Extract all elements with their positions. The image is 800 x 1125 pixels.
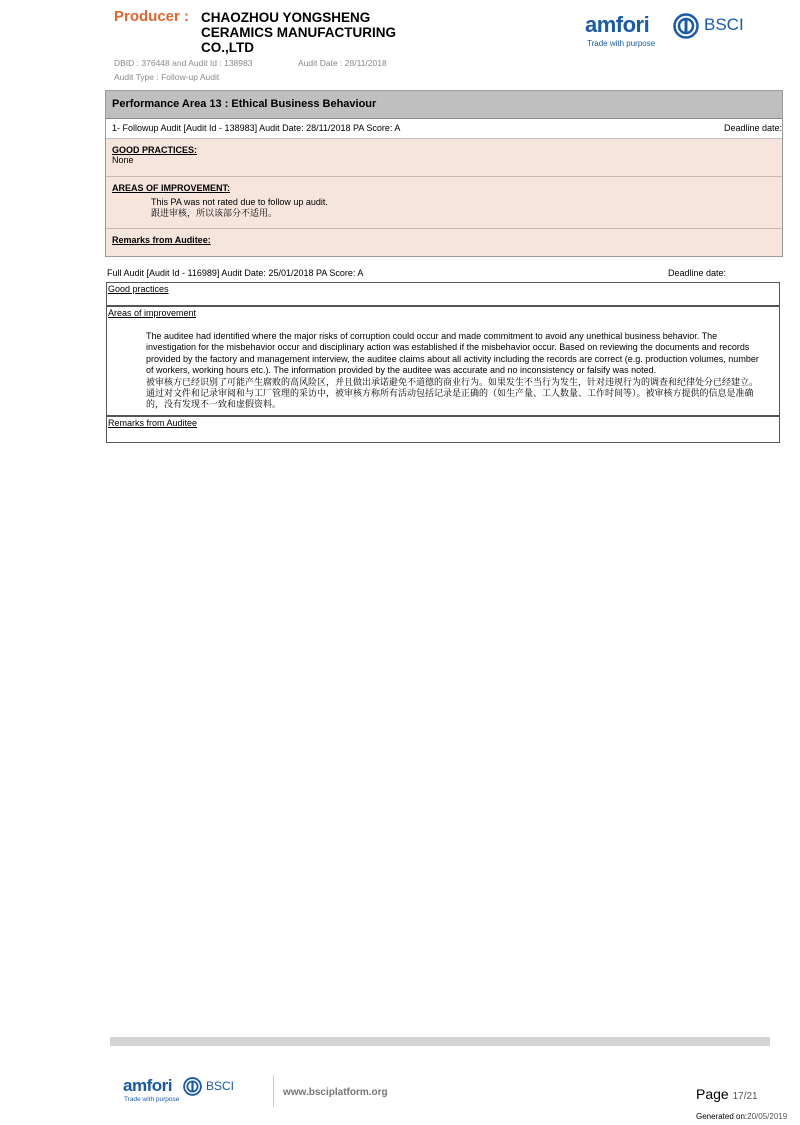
generated-on: [696, 1112, 787, 1121]
remarks-heading: Remarks from Auditee:: [112, 235, 211, 245]
footer-brand-name: amfori: [123, 1076, 172, 1095]
areas-of-improvement-label: Areas of improvement: [108, 308, 197, 318]
full-audit-text: Full Audit [Audit Id - 116989] Audit Date: 25/01/2018 PA Score: A: [107, 268, 364, 278]
company-name-line-2: CERAMICS MANUFACTURING: [201, 25, 396, 40]
good-practices-text: None: [112, 155, 134, 165]
improvement-text: [112, 197, 776, 219]
footer-bsci-circle-icon: [183, 1077, 202, 1096]
section-title: Performance Area 13 : Ethical Business Behaviour: [106, 91, 782, 119]
page-value: 17/21: [732, 1091, 758, 1102]
page-number: [696, 1086, 758, 1102]
brand-tagline: Trade with purpose: [587, 39, 656, 48]
good-practices-box: [106, 282, 780, 306]
improvement-heading: AREAS OF IMPROVEMENT:: [112, 183, 231, 193]
company-name-line-1: CHAOZHOU YONGSHENG: [201, 10, 371, 25]
deadline-label: Deadline date:: [723, 123, 782, 133]
good-practices-label: Good practices: [108, 284, 169, 294]
followup-audit-text: 1- Followup Audit [Audit Id - 138983] Audit Date: 28/11/2018 PA Score: A: [112, 123, 401, 133]
full-audit-line: [107, 268, 781, 278]
improvement-body-zh: 被审核方已经识别了可能产生腐败的高风险区，并且做出承诺避免不道德的商业行为。如果发生不当行为发生，针对违规行为的调查和纪律处分已经建立。通过对文件和记录审阅和与工厂管理的采访中，被审核方称所有活动包括记录是正确的（如生产量、工人数量、工作时间等）。被审核方提供的信息是准确的，没有发现不一致和虚假资料。: [146, 376, 759, 410]
generated-label: Generated on:: [696, 1112, 748, 1121]
footer-brand-program: BSCI: [206, 1079, 235, 1093]
bsci-circle-icon: [673, 13, 699, 39]
footer-logo: [123, 1076, 263, 1106]
improvement-body-en: The auditee had identified where the major risks of corruption could occur and made commitment to avoid any unethical business behavior. The investigation for the misbehavior occur and disciplinary action was established if the misbehavior occur. Based on reviewing the documents and records provided by the factory and management interview, the auditee claims about all activity including the records are correct (e.g. production volumes, number of workers, working hours etc.). The information provided by the auditee was accurate and no inconsistency or falsify was noted.: [146, 331, 759, 376]
brand-name: amfori: [585, 12, 650, 37]
company-name-line-3: CO.,LTD: [201, 40, 254, 55]
improvement-band: [106, 177, 782, 229]
improvement-body: [107, 331, 779, 411]
areas-of-improvement-box: [106, 306, 780, 416]
audit-date-text: Audit Date : 28/11/2018: [298, 58, 387, 68]
improvement-text-en: This PA was not rated due to follow up audit.: [151, 197, 328, 207]
good-practices-heading: GOOD PRACTICES:: [112, 145, 198, 155]
footer-divider: [273, 1075, 274, 1107]
full-audit-deadline-label: Deadline date:: [668, 268, 727, 278]
amfori-bsci-logo: [585, 12, 755, 52]
improvement-text-zh: 跟进审核，所以该部分不适用。: [151, 208, 278, 218]
followup-audit-line: [106, 119, 782, 139]
footer-bar: [110, 1037, 770, 1046]
remarks-from-auditee-box: [106, 416, 780, 443]
company-name: [201, 10, 431, 55]
audit-type-text: Audit Type : Follow-up Audit: [114, 72, 220, 82]
footer-url-link[interactable]: www.bsciplatform.org: [283, 1087, 388, 1098]
performance-area-section: [105, 90, 783, 257]
dbid-text: DBID : 376448 and Audit Id : 138983: [114, 58, 253, 68]
footer-brand-tagline: Trade with purpose: [124, 1096, 180, 1103]
page-label: Page: [696, 1086, 733, 1102]
producer-label: Producer :: [114, 8, 190, 25]
remarks-from-auditee-label: Remarks from Auditee: [108, 418, 198, 428]
brand-program: BSCI: [704, 15, 744, 34]
remarks-band: [106, 229, 782, 256]
good-practices-band: [106, 139, 782, 177]
generated-date: 20/05/2019: [747, 1112, 788, 1121]
